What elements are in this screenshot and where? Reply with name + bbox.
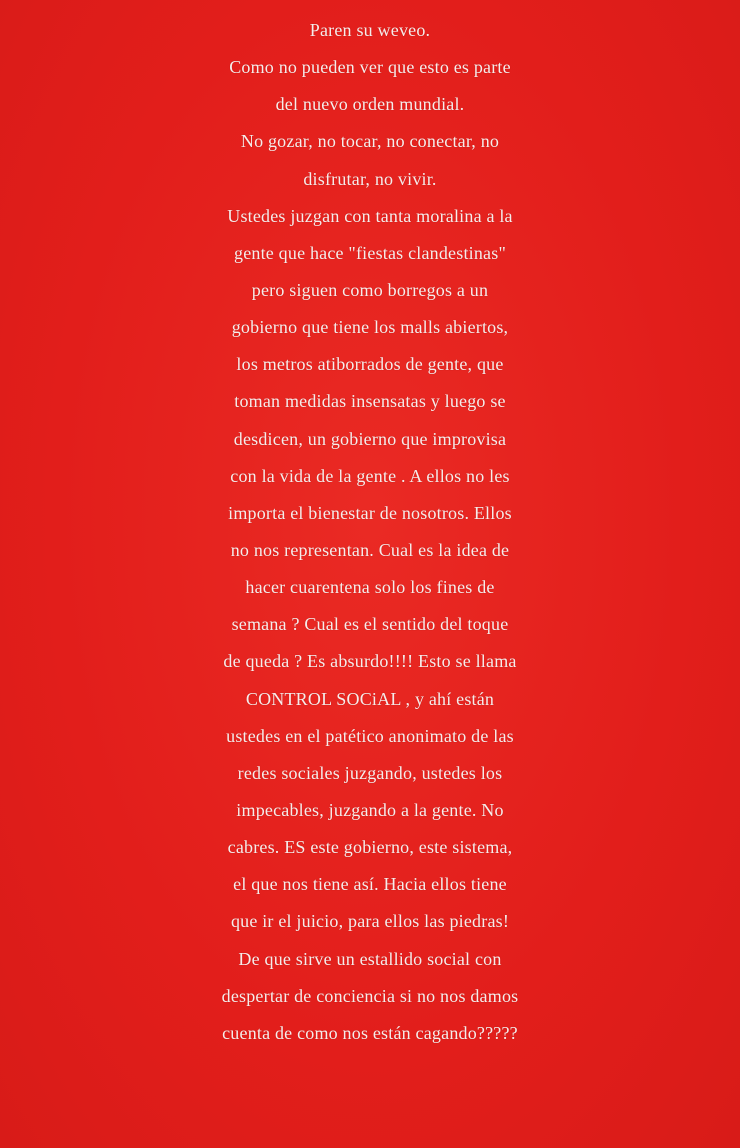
story-text-line: disfrutar, no vivir.	[303, 168, 437, 189]
story-text-block	[0, 12, 740, 1052]
story-text-line: desdicen, un gobierno que improvisa	[233, 428, 507, 449]
story-text-line: ustedes en el patético anonimato de las	[226, 725, 514, 746]
story-text-line: redes sociales juzgando, ustedes los	[237, 762, 503, 783]
story-text-line: que ir el juicio, para ellos las piedras!	[230, 911, 510, 932]
story-text-line: gobierno que tiene los malls abiertos,	[231, 317, 509, 338]
story-text-line: De que sirve un estallido social con	[238, 948, 502, 969]
story-text-line: pero siguen como borregos a un	[251, 279, 489, 300]
story-text-line: del nuevo orden mundial.	[275, 94, 465, 115]
story-text-line: Ustedes juzgan con tanta moralina a la	[227, 205, 513, 226]
story-text-line: hacer cuarentena solo los fines de	[245, 577, 495, 598]
story-text-line: con la vida de la gente . A ellos no les	[230, 465, 510, 486]
story-text-line: el que nos tiene así. Hacia ellos tiene	[233, 874, 507, 895]
story-text-line: toman medidas insensatas y luego se	[234, 391, 506, 412]
story-text-line: los metros atiborrados de gente, que	[236, 354, 504, 375]
story-text-line: cuenta de como nos están cagando?????	[222, 1022, 518, 1043]
story-text-line: Paren su weveo.	[309, 20, 431, 40]
story-text-line: de queda ? Es absurdo!!!! Esto se llama	[223, 651, 517, 672]
story-text-line: cabres. ES este gobierno, este sistema,	[227, 837, 513, 858]
story-text-line: No gozar, no tocar, no conectar, no	[240, 131, 500, 152]
story-text-line: despertar de conciencia si no nos damos	[221, 985, 519, 1006]
story-text-line: impecables, juzgando a la gente. No	[236, 799, 504, 820]
story-text-line: CONTROL SOCiAL , y ahí están	[245, 688, 495, 709]
story-text-line: gente que hace "fiestas clandestinas"	[234, 242, 506, 263]
story-text-line: semana ? Cual es el sentido del toque	[231, 614, 509, 635]
story-text-line: Como no pueden ver que esto es parte	[229, 57, 511, 78]
story-text-line: importa el bienestar de nosotros. Ellos	[228, 502, 512, 523]
story-text-line: no nos representan. Cual es la idea de	[230, 539, 510, 560]
